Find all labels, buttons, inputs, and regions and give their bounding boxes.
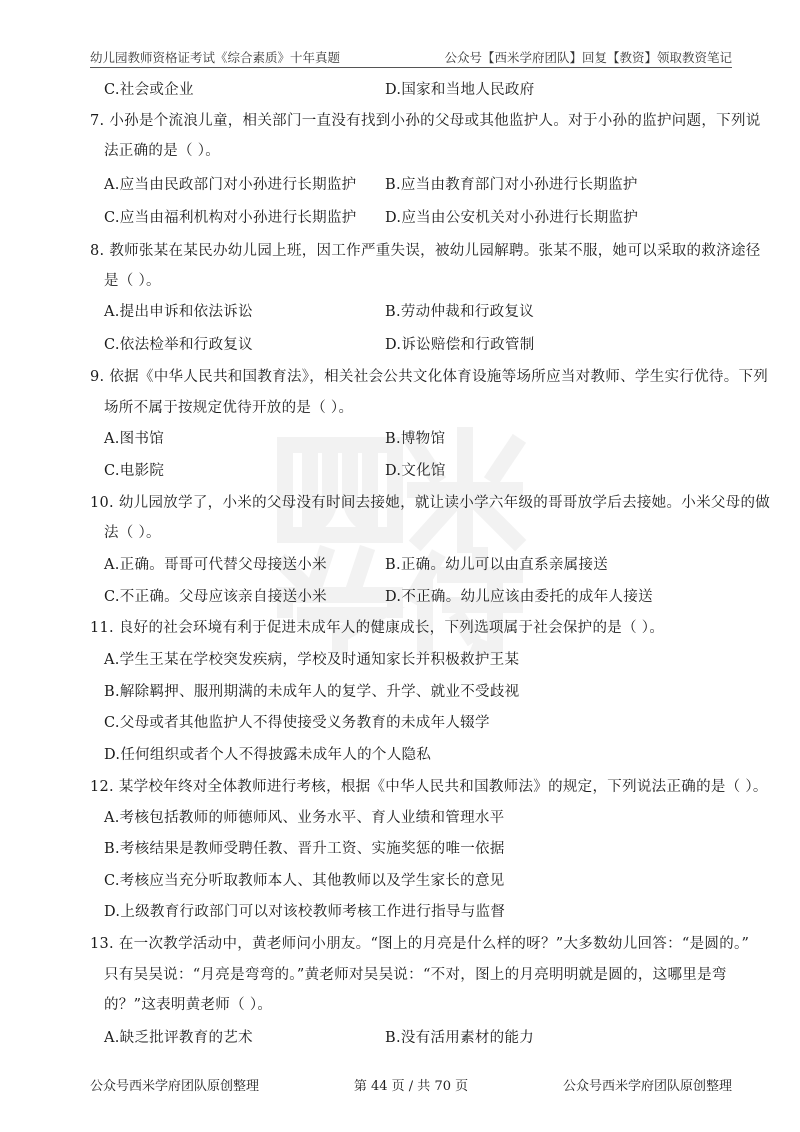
question-13-stem-line: 的？”这表明黄老师（ ）。	[104, 997, 273, 1013]
option-b: B.应当由教育部门对小孙进行长期监护	[385, 177, 638, 193]
option-a: A.提出申诉和依法诉讼	[104, 304, 253, 320]
option-row	[90, 425, 732, 453]
option-a: A.缺乏批评教育的艺术	[104, 1030, 253, 1046]
option-c: C.父母或者其他监护人不得使接受义务教育的未成年人辍学	[104, 715, 490, 731]
option-d: D.应当由公安机关对小孙进行长期监护	[385, 210, 639, 226]
question-8-stem-line: 8. 教师张某在某民办幼儿园上班，因工作严重失误，被幼儿园解聘。张某不服，她可以采取的救济途径	[90, 243, 761, 259]
question-8-stem-line: 是（ ）。	[104, 273, 161, 289]
option-a: A.图书馆	[104, 431, 165, 447]
header-promo: 公众号【西米学府团队】回复【教资】领取教资笔记	[444, 50, 732, 65]
page-footer	[90, 1074, 732, 1094]
option-b: B.劳动仲裁和行政复议	[385, 304, 535, 320]
question-9-stem-line: 9. 依据《中华人民共和国教育法》，相关社会公共文化体育设施等场所应当对教师、学生实行优待。下列	[90, 369, 769, 385]
question-10-stem-line: 10. 幼儿园放学了，小米的父母没有时间去接她，就让读小学六年级的哥哥放学后去接她。小米父母的做	[90, 495, 771, 511]
option-d: D.文化馆	[385, 463, 446, 479]
option-row	[90, 551, 732, 579]
option-row	[90, 171, 732, 199]
question-13-stem-line: 只有吴吴说：“月亮是弯弯的。”黄老师对吴吴说：“不对，图上的月亮明明就是圆的，这哪里是弯	[104, 967, 727, 983]
question-7-stem-line: 法正确的是（ ）。	[104, 143, 221, 159]
option-row	[90, 76, 732, 104]
option-c: C.考核应当充分听取教师本人、其他教师以及学生家长的意见	[104, 873, 505, 889]
header-title: 幼儿园教师资格证考试《综合素质》十年真题	[90, 50, 341, 65]
question-12-stem-line: 12. 某学校年终对全体教师进行考核，根据《中华人民共和国教师法》的规定，下列说法正确的是（ ）。	[90, 779, 768, 795]
option-b: B.正确。幼儿可以由直系亲属接送	[385, 557, 609, 573]
option-c: C.不正确。父母应该亲自接送小米	[104, 589, 327, 605]
question-9-stem-line: 场所不属于按规定优待开放的是（ ）。	[104, 400, 354, 416]
option-c: C.社会或企业	[104, 82, 194, 98]
option-d: D.诉讼赔偿和行政管制	[385, 337, 535, 353]
option-d: D.不正确。幼儿应该由委托的成年人接送	[385, 589, 653, 605]
option-a: A.学生王某在学校突发疾病，学校及时通知家长并积极救护王某	[104, 652, 520, 668]
option-row	[90, 457, 732, 485]
header-divider	[90, 67, 732, 68]
option-c: C.依法检举和行政复议	[104, 337, 253, 353]
option-row	[90, 298, 732, 326]
option-a: A.考核包括教师的师德师风、业务水平、育人业绩和管理水平	[104, 810, 505, 826]
question-7-stem-line: 7. 小孙是个流浪儿童，相关部门一直没有找到小孙的父母或其他监护人。对于小孙的监护问题，下列说	[90, 113, 761, 129]
option-a: A.正确。哥哥可代替父母接送小米	[104, 557, 327, 573]
page-number: 第 44 页 / 共 70 页	[353, 1078, 469, 1094]
option-b: B.没有活用素材的能力	[385, 1030, 535, 1046]
option-c: C.应当由福利机构对小孙进行长期监护	[104, 210, 357, 226]
option-d: D.上级教育行政部门可以对该校教师考核工作进行指导与监督	[104, 904, 506, 920]
question-11-stem-line: 11. 良好的社会环境有利于促进未成年人的健康成长，下列选项属于社会保护的是（ ）。	[90, 620, 665, 636]
option-a: A.应当由民政部门对小孙进行长期监护	[104, 177, 357, 193]
option-row	[90, 1024, 732, 1052]
option-row	[90, 331, 732, 359]
option-b: B.解除羁押、服刑期满的未成年人的复学、升学、就业不受歧视	[104, 684, 520, 700]
option-row	[90, 204, 732, 232]
question-13-stem-line: 13. 在一次教学活动中，黄老师问小朋友。“图上的月亮是什么样的呀？”大多数幼儿回答：“是圆的。”	[90, 936, 750, 952]
option-c: C.电影院	[104, 463, 165, 479]
question-10-stem-line: 法（ ）。	[104, 525, 161, 541]
page-header	[90, 44, 732, 66]
option-d: D.任何组织或者个人不得披露未成年人的个人隐私	[104, 747, 432, 763]
footer-right: 公众号西米学府团队原创整理	[562, 1078, 732, 1094]
option-d: D.国家和当地人民政府	[385, 82, 535, 98]
option-row	[90, 583, 732, 611]
option-b: B.博物馆	[385, 431, 446, 447]
option-b: B.考核结果是教师受聘任教、晋升工资、实施奖惩的唯一依据	[104, 841, 505, 857]
footer-left: 公众号西米学府团队原创整理	[90, 1078, 260, 1094]
